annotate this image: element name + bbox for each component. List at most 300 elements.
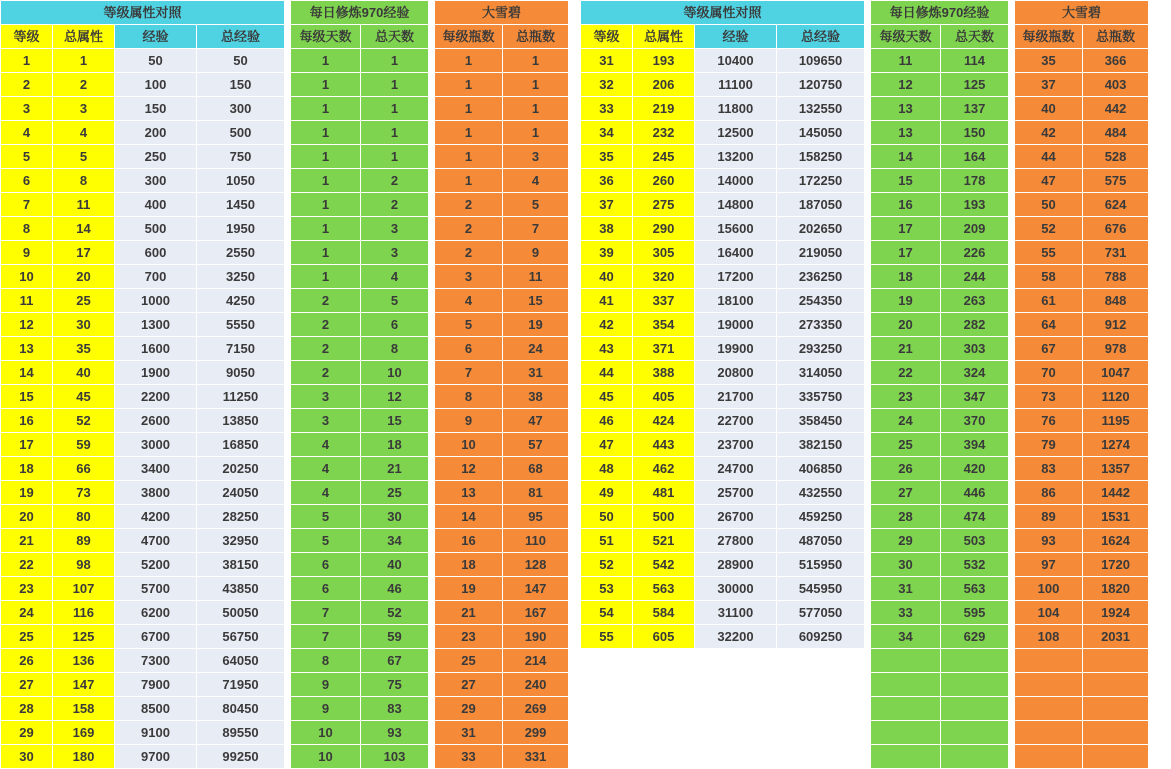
cell-days: 24 (871, 409, 941, 433)
cell-exp: 31100 (695, 601, 777, 625)
cell-total-days: 8 (361, 337, 429, 361)
cell-total-attr: 337 (633, 289, 695, 313)
cell-total-attr (633, 721, 695, 745)
cell-total-attr: 5 (53, 145, 115, 169)
cell-total-exp (777, 649, 865, 673)
cell-bottles: 67 (1015, 337, 1083, 361)
table-row (1, 121, 569, 145)
cell-days: 15 (871, 169, 941, 193)
cell-level: 2 (1, 73, 53, 97)
cell-total-attr: 8 (53, 169, 115, 193)
cell-bottles: 37 (1015, 73, 1083, 97)
table-row (581, 529, 1149, 553)
cell-days (871, 673, 941, 697)
cell-days: 6 (291, 577, 361, 601)
cell-total-attr: 605 (633, 625, 695, 649)
cell-total-bottles (1083, 673, 1149, 697)
cell-exp: 21700 (695, 385, 777, 409)
cell-total-bottles: 403 (1083, 73, 1149, 97)
col-header-total-exp: 总经验 (777, 25, 865, 49)
table-row (581, 73, 1149, 97)
table-row (1, 217, 569, 241)
cell-total-bottles: 676 (1083, 217, 1149, 241)
cell-total-bottles: 848 (1083, 289, 1149, 313)
cell-exp: 400 (115, 193, 197, 217)
cell-bottles: 2 (435, 193, 503, 217)
cell-level: 28 (1, 697, 53, 721)
cell-days: 8 (291, 649, 361, 673)
cell-bottles: 104 (1015, 601, 1083, 625)
cell-bottles: 2 (435, 217, 503, 241)
cell-level: 22 (1, 553, 53, 577)
cell-total-attr (633, 673, 695, 697)
cell-level (581, 673, 633, 697)
cell-bottles: 52 (1015, 217, 1083, 241)
cell-level: 32 (581, 73, 633, 97)
cell-bottles (1015, 745, 1083, 769)
cell-total-exp: 16850 (197, 433, 285, 457)
cell-bottles: 7 (435, 361, 503, 385)
cell-total-days: 30 (361, 505, 429, 529)
cell-total-bottles: 1 (503, 121, 569, 145)
cell-level: 38 (581, 217, 633, 241)
cell-total-days: 164 (941, 145, 1009, 169)
cell-total-exp: 273350 (777, 313, 865, 337)
cell-level: 4 (1, 121, 53, 145)
cell-total-attr: 232 (633, 121, 695, 145)
cell-total-exp: 335750 (777, 385, 865, 409)
cell-total-exp: 50050 (197, 601, 285, 625)
cell-total-bottles: 4 (503, 169, 569, 193)
cell-total-exp: 515950 (777, 553, 865, 577)
cell-total-exp: 24050 (197, 481, 285, 505)
cell-total-bottles: 1 (503, 97, 569, 121)
cell-total-attr: 169 (53, 721, 115, 745)
cell-level: 54 (581, 601, 633, 625)
cell-total-days: 209 (941, 217, 1009, 241)
cell-total-days: 347 (941, 385, 1009, 409)
cell-total-bottles: 299 (503, 721, 569, 745)
cell-total-exp (777, 697, 865, 721)
table-row (581, 217, 1149, 241)
cell-total-days: 394 (941, 433, 1009, 457)
cell-level: 35 (581, 145, 633, 169)
table-row (1, 697, 569, 721)
cell-total-bottles: 1720 (1083, 553, 1149, 577)
table-row (581, 649, 1149, 673)
cell-level (581, 649, 633, 673)
cell-exp: 20800 (695, 361, 777, 385)
cell-total-exp: 577050 (777, 601, 865, 625)
col-header-exp: 经验 (115, 25, 197, 49)
cell-bottles: 42 (1015, 121, 1083, 145)
table-row (1, 337, 569, 361)
cell-bottles: 27 (435, 673, 503, 697)
table-row (581, 313, 1149, 337)
cell-total-attr: 245 (633, 145, 695, 169)
group-header-daily: 每日修炼970经验 (871, 1, 1009, 25)
table-row (581, 601, 1149, 625)
cell-total-bottles: 1442 (1083, 481, 1149, 505)
col-header-total-bottles: 总瓶数 (503, 25, 569, 49)
cell-exp (695, 673, 777, 697)
cell-total-attr: 11 (53, 193, 115, 217)
cell-days: 27 (871, 481, 941, 505)
cell-total-days (941, 673, 1009, 697)
cell-exp: 1600 (115, 337, 197, 361)
cell-exp: 250 (115, 145, 197, 169)
cell-level: 30 (1, 745, 53, 769)
cell-total-bottles: 167 (503, 601, 569, 625)
cell-total-days: 244 (941, 265, 1009, 289)
cell-bottles: 31 (435, 721, 503, 745)
cell-exp: 30000 (695, 577, 777, 601)
table-row (1, 745, 569, 769)
cell-total-attr: 219 (633, 97, 695, 121)
cell-bottles: 86 (1015, 481, 1083, 505)
cell-bottles: 1 (435, 145, 503, 169)
cell-days (871, 721, 941, 745)
cell-total-bottles: 528 (1083, 145, 1149, 169)
cell-bottles: 97 (1015, 553, 1083, 577)
cell-days: 9 (291, 697, 361, 721)
cell-total-days: 532 (941, 553, 1009, 577)
cell-total-bottles: 1 (503, 49, 569, 73)
cell-total-days: 15 (361, 409, 429, 433)
cell-total-exp: 545950 (777, 577, 865, 601)
cell-exp (695, 649, 777, 673)
group-header-row (581, 1, 1149, 25)
cell-days: 5 (291, 529, 361, 553)
column-header-row (581, 25, 1149, 49)
cell-total-bottles: 1531 (1083, 505, 1149, 529)
cell-bottles: 1 (435, 49, 503, 73)
cell-total-days: 114 (941, 49, 1009, 73)
group-header-attrs: 等级属性对照 (581, 1, 865, 25)
cell-total-exp: 500 (197, 121, 285, 145)
cell-total-bottles: 1924 (1083, 601, 1149, 625)
cell-total-bottles: 1120 (1083, 385, 1149, 409)
cell-total-bottles: 11 (503, 265, 569, 289)
table-row (1, 625, 569, 649)
cell-total-days: 34 (361, 529, 429, 553)
cell-level: 40 (581, 265, 633, 289)
cell-bottles: 61 (1015, 289, 1083, 313)
cell-total-attr: 290 (633, 217, 695, 241)
left-table (0, 0, 569, 769)
cell-bottles: 6 (435, 337, 503, 361)
cell-bottles (1015, 649, 1083, 673)
cell-bottles: 100 (1015, 577, 1083, 601)
cell-exp: 500 (115, 217, 197, 241)
cell-bottles: 12 (435, 457, 503, 481)
cell-total-bottles: 2031 (1083, 625, 1149, 649)
cell-bottles: 14 (435, 505, 503, 529)
cell-days: 23 (871, 385, 941, 409)
cell-total-attr: 35 (53, 337, 115, 361)
cell-total-days: 595 (941, 601, 1009, 625)
cell-total-days: 446 (941, 481, 1009, 505)
cell-days: 1 (291, 193, 361, 217)
cell-total-bottles (1083, 745, 1149, 769)
table-row (1, 49, 569, 73)
cell-exp: 600 (115, 241, 197, 265)
cell-total-attr: 584 (633, 601, 695, 625)
cell-exp: 25700 (695, 481, 777, 505)
cell-bottles: 10 (435, 433, 503, 457)
cell-total-days: 3 (361, 241, 429, 265)
cell-total-exp: 219050 (777, 241, 865, 265)
cell-days: 3 (291, 409, 361, 433)
cell-exp: 6700 (115, 625, 197, 649)
table-row (581, 97, 1149, 121)
cell-total-attr: 443 (633, 433, 695, 457)
table-row (1, 409, 569, 433)
col-header-days: 每级天数 (291, 25, 361, 49)
cell-level: 9 (1, 241, 53, 265)
cell-total-days: 370 (941, 409, 1009, 433)
cell-total-exp: 459250 (777, 505, 865, 529)
cell-exp: 200 (115, 121, 197, 145)
cell-total-attr: 424 (633, 409, 695, 433)
cell-days: 22 (871, 361, 941, 385)
col-header-total-attr: 总属性 (633, 25, 695, 49)
cell-total-days: 226 (941, 241, 1009, 265)
cell-days: 1 (291, 217, 361, 241)
cell-total-exp: 1050 (197, 169, 285, 193)
cell-exp: 7900 (115, 673, 197, 697)
cell-total-days (941, 649, 1009, 673)
cell-bottles: 89 (1015, 505, 1083, 529)
table-row (581, 721, 1149, 745)
cell-exp: 16400 (695, 241, 777, 265)
cell-total-exp: 5550 (197, 313, 285, 337)
cell-total-attr: 2 (53, 73, 115, 97)
table-row (581, 673, 1149, 697)
table-row (581, 553, 1149, 577)
cell-total-attr: 52 (53, 409, 115, 433)
cell-total-exp: 80450 (197, 697, 285, 721)
table-row (581, 697, 1149, 721)
cell-days: 1 (291, 241, 361, 265)
cell-total-bottles (1083, 721, 1149, 745)
cell-days: 21 (871, 337, 941, 361)
cell-total-attr: 354 (633, 313, 695, 337)
cell-bottles: 55 (1015, 241, 1083, 265)
cell-total-exp: 187050 (777, 193, 865, 217)
cell-total-bottles: 1624 (1083, 529, 1149, 553)
cell-level: 7 (1, 193, 53, 217)
cell-bottles: 25 (435, 649, 503, 673)
cell-days (871, 745, 941, 769)
right-table-body (581, 49, 1149, 769)
cell-exp: 2600 (115, 409, 197, 433)
cell-total-exp: 358450 (777, 409, 865, 433)
cell-total-bottles: 978 (1083, 337, 1149, 361)
cell-total-days: 2 (361, 169, 429, 193)
cell-level: 46 (581, 409, 633, 433)
cell-total-bottles: 731 (1083, 241, 1149, 265)
cell-total-exp: 300 (197, 97, 285, 121)
cell-total-exp: 32950 (197, 529, 285, 553)
cell-total-attr: 193 (633, 49, 695, 73)
cell-days: 34 (871, 625, 941, 649)
cell-total-days: 6 (361, 313, 429, 337)
cell-total-days: 2 (361, 193, 429, 217)
cell-total-attr (633, 697, 695, 721)
cell-total-bottles: 24 (503, 337, 569, 361)
cell-level: 12 (1, 313, 53, 337)
cell-total-exp: 56750 (197, 625, 285, 649)
cell-days: 18 (871, 265, 941, 289)
table-row (581, 457, 1149, 481)
cell-total-days: 103 (361, 745, 429, 769)
cell-exp: 9100 (115, 721, 197, 745)
cell-days: 9 (291, 673, 361, 697)
cell-total-bottles: 3 (503, 145, 569, 169)
cell-exp: 11100 (695, 73, 777, 97)
cell-days: 13 (871, 121, 941, 145)
cell-level: 41 (581, 289, 633, 313)
cell-total-days (941, 697, 1009, 721)
cell-days: 17 (871, 241, 941, 265)
cell-bottles: 9 (435, 409, 503, 433)
cell-total-bottles: 19 (503, 313, 569, 337)
cell-total-attr: 500 (633, 505, 695, 529)
cell-total-exp: 432550 (777, 481, 865, 505)
cell-exp: 24700 (695, 457, 777, 481)
cell-level (581, 745, 633, 769)
col-header-exp: 经验 (695, 25, 777, 49)
cell-total-exp: 202650 (777, 217, 865, 241)
cell-bottles: 58 (1015, 265, 1083, 289)
cell-total-attr: 405 (633, 385, 695, 409)
cell-total-exp: 314050 (777, 361, 865, 385)
cell-days: 10 (291, 721, 361, 745)
cell-exp (695, 745, 777, 769)
cell-total-attr: 125 (53, 625, 115, 649)
table-row (581, 145, 1149, 169)
cell-exp: 300 (115, 169, 197, 193)
cell-days: 11 (871, 49, 941, 73)
cell-total-days: 137 (941, 97, 1009, 121)
cell-total-bottles: 110 (503, 529, 569, 553)
cell-total-exp: 7150 (197, 337, 285, 361)
cell-total-bottles: 240 (503, 673, 569, 697)
cell-days: 2 (291, 289, 361, 313)
cell-bottles: 4 (435, 289, 503, 313)
cell-total-days: 5 (361, 289, 429, 313)
col-header-total-exp: 总经验 (197, 25, 285, 49)
cell-total-days: 629 (941, 625, 1009, 649)
cell-exp: 26700 (695, 505, 777, 529)
cell-total-attr: 180 (53, 745, 115, 769)
cell-total-bottles: 190 (503, 625, 569, 649)
cell-total-attr: 158 (53, 697, 115, 721)
cell-bottles: 1 (435, 97, 503, 121)
cell-level: 36 (581, 169, 633, 193)
table-row (581, 121, 1149, 145)
table-row (581, 241, 1149, 265)
cell-total-bottles: 1 (503, 73, 569, 97)
cell-total-attr: 66 (53, 457, 115, 481)
cell-bottles: 21 (435, 601, 503, 625)
cell-bottles: 73 (1015, 385, 1083, 409)
cell-level: 50 (581, 505, 633, 529)
table-row (581, 481, 1149, 505)
cell-total-exp: 38150 (197, 553, 285, 577)
cell-total-attr (633, 649, 695, 673)
table-row (1, 193, 569, 217)
cell-total-exp: 3250 (197, 265, 285, 289)
cell-total-attr: 59 (53, 433, 115, 457)
cell-total-bottles: 7 (503, 217, 569, 241)
cell-total-days: 52 (361, 601, 429, 625)
cell-bottles: 76 (1015, 409, 1083, 433)
cell-days: 3 (291, 385, 361, 409)
cell-total-bottles: 147 (503, 577, 569, 601)
cell-bottles: 40 (1015, 97, 1083, 121)
cell-total-exp: 132550 (777, 97, 865, 121)
cell-total-exp: 406850 (777, 457, 865, 481)
cell-level: 21 (1, 529, 53, 553)
cell-total-attr: 521 (633, 529, 695, 553)
cell-level: 31 (581, 49, 633, 73)
cell-total-days: 18 (361, 433, 429, 457)
cell-bottles: 108 (1015, 625, 1083, 649)
table-row (1, 73, 569, 97)
cell-bottles: 13 (435, 481, 503, 505)
cell-total-bottles (1083, 697, 1149, 721)
group-header-snow: 大雪碧 (435, 1, 569, 25)
cell-total-days: 3 (361, 217, 429, 241)
table-row (1, 577, 569, 601)
cell-level: 5 (1, 145, 53, 169)
cell-bottles: 64 (1015, 313, 1083, 337)
col-header-bottles: 每级瓶数 (435, 25, 503, 49)
cell-level: 52 (581, 553, 633, 577)
cell-total-bottles: 912 (1083, 313, 1149, 337)
cell-exp: 7300 (115, 649, 197, 673)
cell-total-bottles: 31 (503, 361, 569, 385)
cell-exp: 14000 (695, 169, 777, 193)
cell-total-bottles: 575 (1083, 169, 1149, 193)
cell-total-exp: 64050 (197, 649, 285, 673)
cell-total-bottles: 81 (503, 481, 569, 505)
cell-total-exp: 1450 (197, 193, 285, 217)
cell-exp: 28900 (695, 553, 777, 577)
cell-total-days: 10 (361, 361, 429, 385)
cell-exp: 5700 (115, 577, 197, 601)
cell-total-exp: 13850 (197, 409, 285, 433)
cell-total-attr: 1 (53, 49, 115, 73)
column-header-row (1, 25, 569, 49)
cell-total-days: 21 (361, 457, 429, 481)
cell-total-days: 474 (941, 505, 1009, 529)
cell-level: 16 (1, 409, 53, 433)
cell-days (871, 697, 941, 721)
cell-level: 42 (581, 313, 633, 337)
cell-total-exp: 20250 (197, 457, 285, 481)
cell-days: 1 (291, 145, 361, 169)
cell-total-bottles (1083, 649, 1149, 673)
cell-total-attr: 305 (633, 241, 695, 265)
cell-total-bottles: 68 (503, 457, 569, 481)
table-row (1, 481, 569, 505)
table-row (1, 385, 569, 409)
cell-days: 19 (871, 289, 941, 313)
cell-bottles (1015, 673, 1083, 697)
